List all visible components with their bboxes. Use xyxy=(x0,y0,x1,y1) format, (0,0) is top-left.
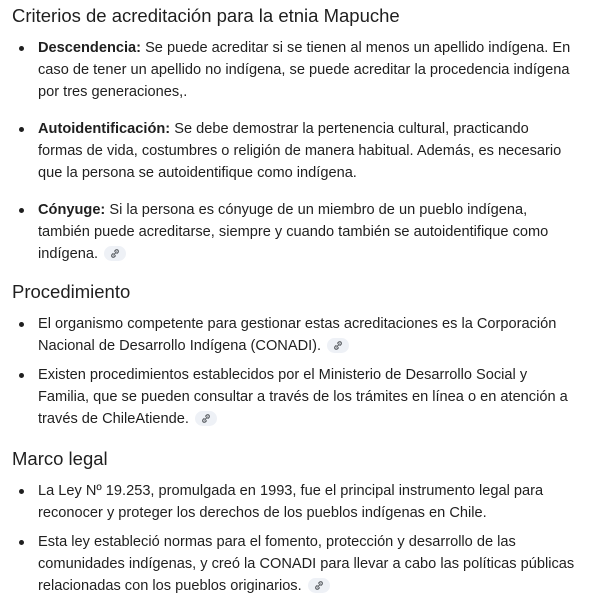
list-item xyxy=(0,199,590,265)
list-item xyxy=(0,480,590,524)
bullet-icon xyxy=(19,208,24,213)
marco-legal-list xyxy=(0,480,590,597)
list-item-text: Se debe demostrar la pertenencia cultural, practicando formas de vida, costumbres o religión de manera habitual. Además, es necesario que la persona se autoidentifique como indígena. xyxy=(38,121,562,181)
link-icon xyxy=(201,414,211,423)
bullet-icon xyxy=(19,322,24,327)
citation-link-button[interactable] xyxy=(195,411,217,426)
link-icon xyxy=(333,341,343,350)
citation-link-button[interactable] xyxy=(308,578,330,593)
list-item-text: Existen procedimientos establecidos por el Ministerio de Desarrollo Social y Familia, que se pueden consultar a través de los trámites en línea o en atención a través de ChileAtiende. xyxy=(38,367,568,427)
list-item xyxy=(0,531,590,597)
bullet-icon xyxy=(19,46,24,51)
list-item xyxy=(0,37,590,103)
list-item-text: La Ley Nº 19.253, promulgada en 1993, fue el principal instrumento legal para reconocer y proteger los derechos de los pueblos indígenas en Chile. xyxy=(38,483,544,521)
list-item-term: Cónyuge: xyxy=(38,202,106,218)
section-heading-procedimiento: Procedimiento xyxy=(12,281,131,302)
list-item xyxy=(0,364,590,430)
list-item-text: Esta ley estableció normas para el fomento, protección y desarrollo de las comunidades indígenas, y creó la CONADI para llevar a cabo las políticas públicas relacionadas con los pueblos originarios. xyxy=(38,534,575,594)
list-item-text: El organismo competente para gestionar estas acreditaciones es la Corporación Nacional de Desarrollo Indígena (CONADI). xyxy=(38,316,557,354)
criterios-list xyxy=(0,37,590,265)
list-item-term: Descendencia: xyxy=(38,40,142,56)
list-item-term: Autoidentificación: xyxy=(38,121,171,137)
bullet-icon xyxy=(19,127,24,132)
list-item xyxy=(0,118,590,184)
bullet-icon xyxy=(19,373,24,378)
citation-link-button[interactable] xyxy=(327,338,349,353)
bullet-icon xyxy=(19,540,24,545)
list-item-text: Se puede acreditar si se tienen al menos un apellido indígena. En caso de tener un apellido no indígena, se puede acreditar la procedencia indígena por tres generaciones,. xyxy=(38,40,571,100)
citation-link-button[interactable] xyxy=(104,246,126,261)
list-item xyxy=(0,313,590,357)
section-heading-marco-legal: Marco legal xyxy=(12,448,108,469)
bullet-icon xyxy=(19,489,24,494)
link-icon xyxy=(110,249,120,258)
link-icon xyxy=(314,581,324,590)
list-item-text: Si la persona es cónyuge de un miembro de un pueblo indígena, también puede acreditarse, siempre y cuando también se autoidentifique como indígena. xyxy=(38,202,549,262)
procedimiento-list xyxy=(0,313,590,430)
section-heading-criterios: Criterios de acreditación para la etnia Mapuche xyxy=(12,5,400,26)
